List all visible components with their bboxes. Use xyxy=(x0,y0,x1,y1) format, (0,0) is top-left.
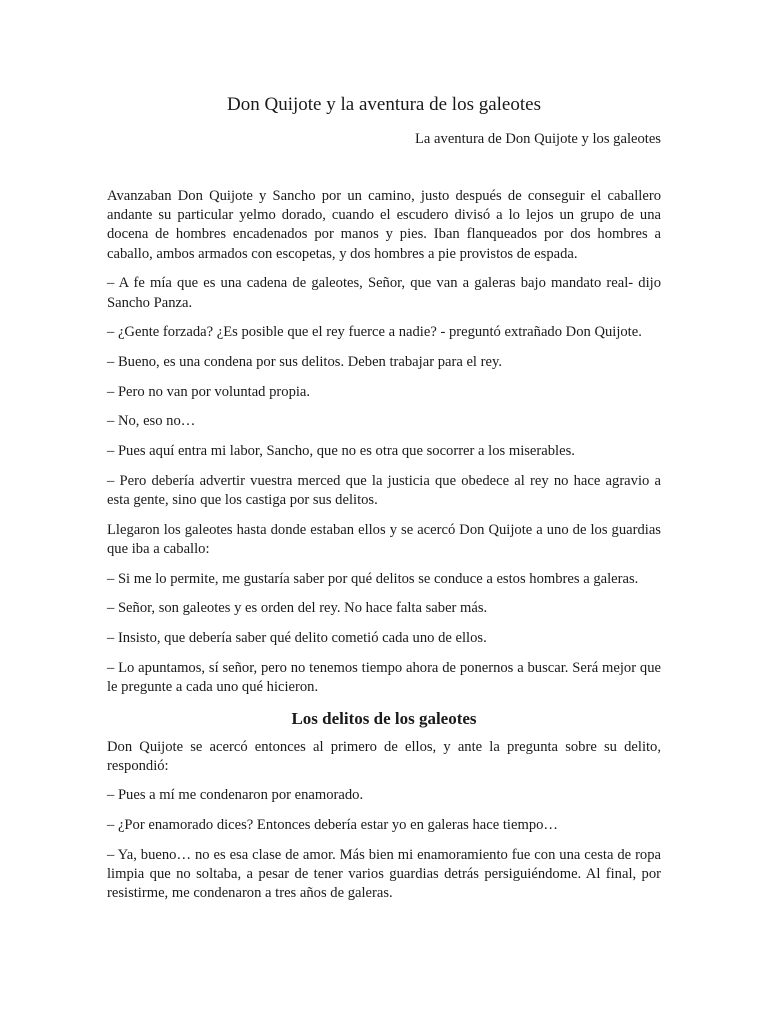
paragraph: – Bueno, es una condena por sus delitos. Deben trabajar para el rey. xyxy=(107,353,502,370)
paragraph: – A fe mía que es una cadena de galeotes, Señor, que van a galeras bajo mandato real- dijo Sancho Panza. xyxy=(107,275,661,311)
paragraph: – ¿Gente forzada? ¿Es posible que el rey fuerce a nadie? - preguntó extrañado Don Quijote. xyxy=(107,324,642,341)
paragraph: – Pues aquí entra mi labor, Sancho, que no es otra que socorrer a los miserables. xyxy=(107,443,575,460)
document-subtitle: La aventura de Don Quijote y los galeotes xyxy=(415,131,661,147)
paragraph: – Señor, son galeotes y es orden del rey. No hace falta saber más. xyxy=(107,600,488,617)
paragraph: – Lo apuntamos, sí señor, pero no tenemos tiempo ahora de ponernos a buscar. Será mejor que le pregunte a cada uno qué hicieron. xyxy=(107,659,661,695)
paragraph: – Pero no van por voluntad propia. xyxy=(107,383,311,400)
document-title: Don Quijote y la aventura de los galeotes xyxy=(227,94,541,115)
paragraph: – Ya, bueno… no es esa clase de amor. Más bien mi enamoramiento fue con una cesta de ropa limpia que no soltaba, a pesar de tener varios guardias detrás persiguiéndome. Al final, por resistirme, me condenaron a tres años de galeras. xyxy=(107,846,661,902)
paragraph: – No, eso no… xyxy=(107,413,196,430)
paragraph: – Pero debería advertir vuestra merced que la justicia que obedece al rey no hace agravio a esta gente, sino que los castiga por sus delitos. xyxy=(107,472,661,508)
body-part-1 xyxy=(107,187,661,697)
section-heading: Los delitos de los galeotes xyxy=(291,708,477,728)
paragraph: – ¿Por enamorado dices? Entonces debería estar yo en galeras hace tiempo… xyxy=(107,817,559,834)
paragraph: Avanzaban Don Quijote y Sancho por un camino, justo después de conseguir el caballero andante su particular yelmo dorado, cuando el escudero divisó a lo lejos un grupo de una docena de hombres encadenados por manos y pies. Iban flanqueados por dos hombres a caballo, ambos armados con escopetas, y dos hombres a pie provistos de espada. xyxy=(107,188,661,262)
paragraph: – Si me lo permite, me gustaría saber por qué delitos se conduce a estos hombres a galeras. xyxy=(107,570,639,587)
paragraph: – Pues a mí me condenaron por enamorado. xyxy=(107,787,364,804)
document-body xyxy=(107,187,661,914)
paragraph: Don Quijote se acercó entonces al primero de ellos, y ante la pregunta sobre su delito, respondió: xyxy=(107,738,661,774)
paragraph: – Insisto, que debería saber qué delito cometió cada uno de ellos. xyxy=(107,629,487,646)
paragraph: Llegaron los galeotes hasta donde estaban ellos y se acercó Don Quijote a uno de los guardias que iba a caballo: xyxy=(107,521,661,557)
body-part-2 xyxy=(107,738,661,904)
